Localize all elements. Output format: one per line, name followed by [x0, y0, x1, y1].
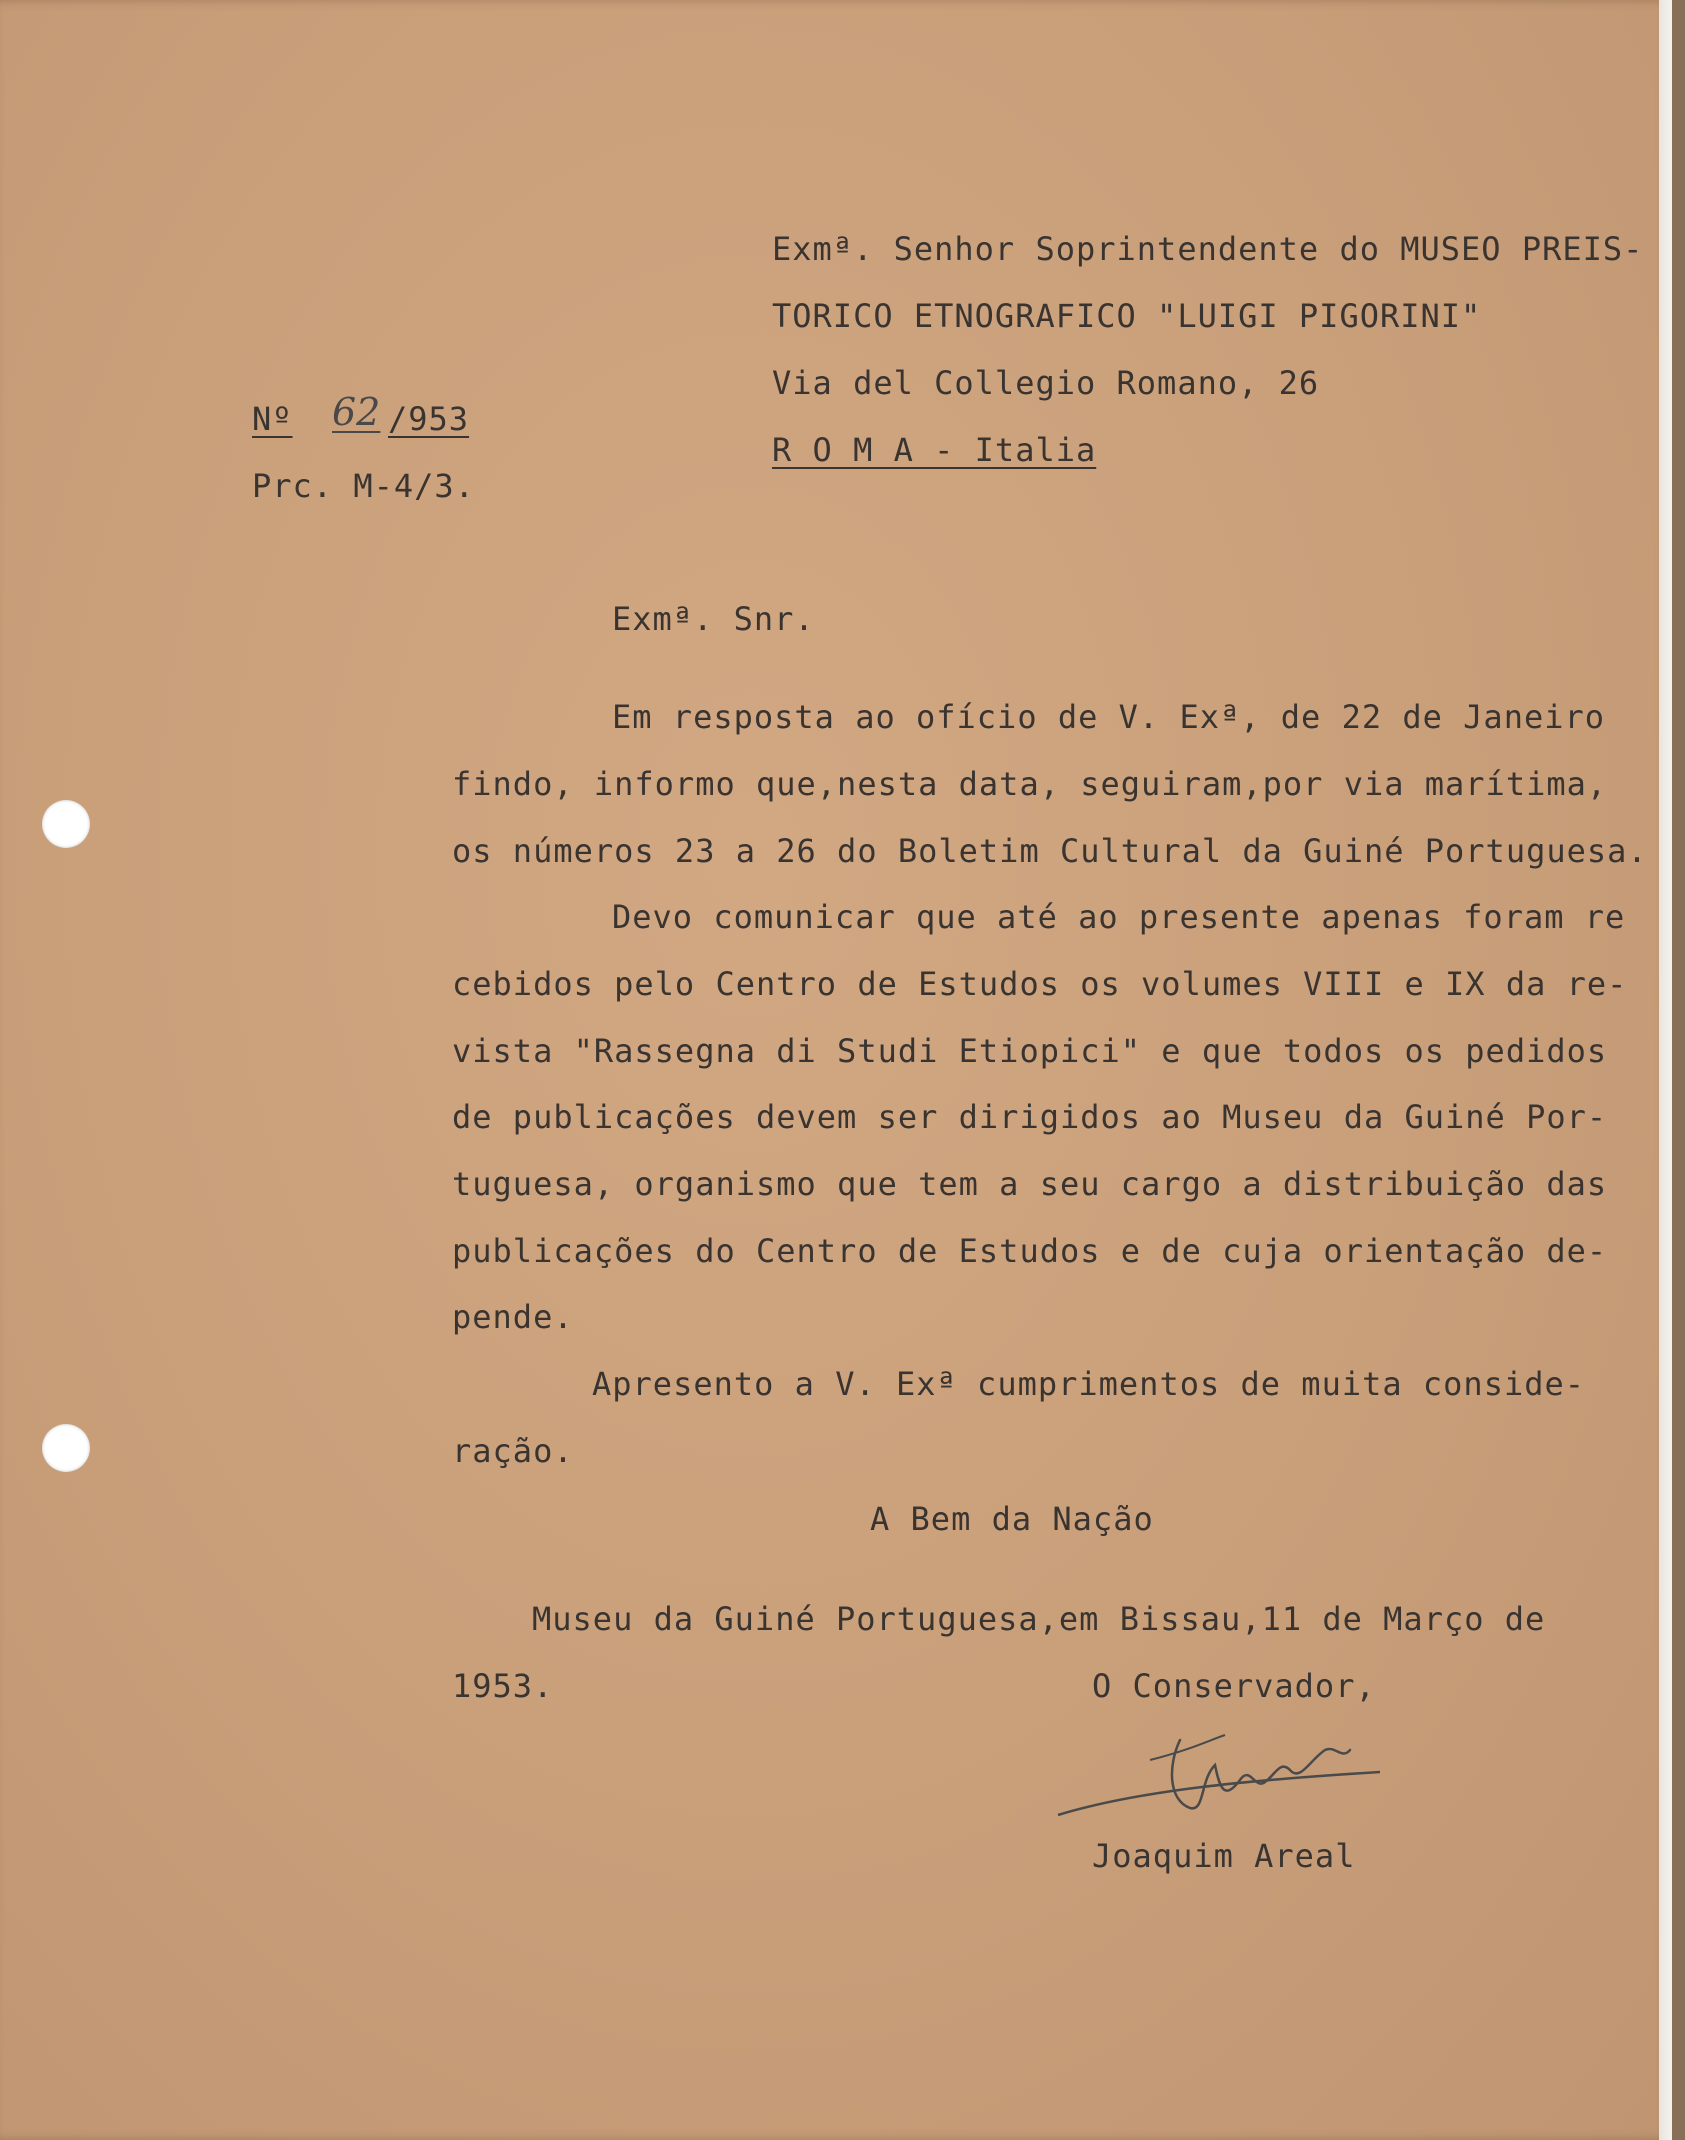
closing-motto: A Bem da Nação: [870, 1500, 1154, 1538]
recipient-line-3: Via del Collegio Romano, 26: [772, 364, 1320, 402]
body-line-12: ração.: [452, 1432, 574, 1470]
closing-place-date: Museu da Guiné Portuguesa,em Bissau,11 de Março de: [532, 1600, 1546, 1638]
body-line-10: pende.: [452, 1298, 574, 1336]
body-line-8: tuguesa, organismo que tem a seu cargo a distribuição das: [452, 1165, 1608, 1203]
punch-hole-bottom: [42, 1424, 90, 1472]
salutation: Exmª. Snr.: [612, 600, 815, 638]
signatory-name: Joaquim Areal: [1092, 1837, 1356, 1875]
recipient-line-1: Exmª. Senhor Soprintendente do MUSEO PREIS-: [772, 230, 1644, 268]
body-line-11: Apresento a V. Exª cumprimentos de muita conside-: [592, 1365, 1586, 1403]
reference-label: Nº: [252, 400, 293, 438]
reference-year: /953: [388, 400, 470, 438]
body-line-3: os números 23 a 26 do Boletim Cultural da Guiné Portuguesa.: [452, 832, 1648, 870]
closing-year: 1953.: [452, 1667, 554, 1705]
recipient-line-2: TORICO ETNOGRAFICO "LUIGI PIGORINI": [772, 297, 1482, 335]
process-number: Prc. M-4/3.: [252, 467, 475, 505]
body-line-2: findo, informo que,nesta data, seguiram,por via marítima,: [452, 765, 1608, 803]
body-line-5: cebidos pelo Centro de Estudos os volumes VIII e IX da re-: [452, 965, 1628, 1003]
body-line-6: vista "Rassegna di Studi Etiopici" e que todos os pedidos: [452, 1032, 1608, 1070]
body-line-7: de publicações devem ser dirigidos ao Museu da Guiné Por-: [452, 1098, 1608, 1136]
reference-number: 62: [332, 390, 381, 434]
body-line-4: Devo comunicar que até ao presente apenas foram re: [612, 898, 1626, 936]
body-line-9: publicações do Centro de Estudos e de cuja orientação de-: [452, 1232, 1608, 1270]
signature: [1050, 1720, 1390, 1840]
page-edge: [1659, 0, 1672, 2140]
closing-role: O Conservador,: [1092, 1667, 1376, 1705]
recipient-city: R O M A - Italia: [772, 431, 1097, 469]
body-line-1: Em resposta ao ofício de V. Exª, de 22 de Janeiro: [612, 698, 1606, 736]
punch-hole-top: [42, 800, 90, 848]
